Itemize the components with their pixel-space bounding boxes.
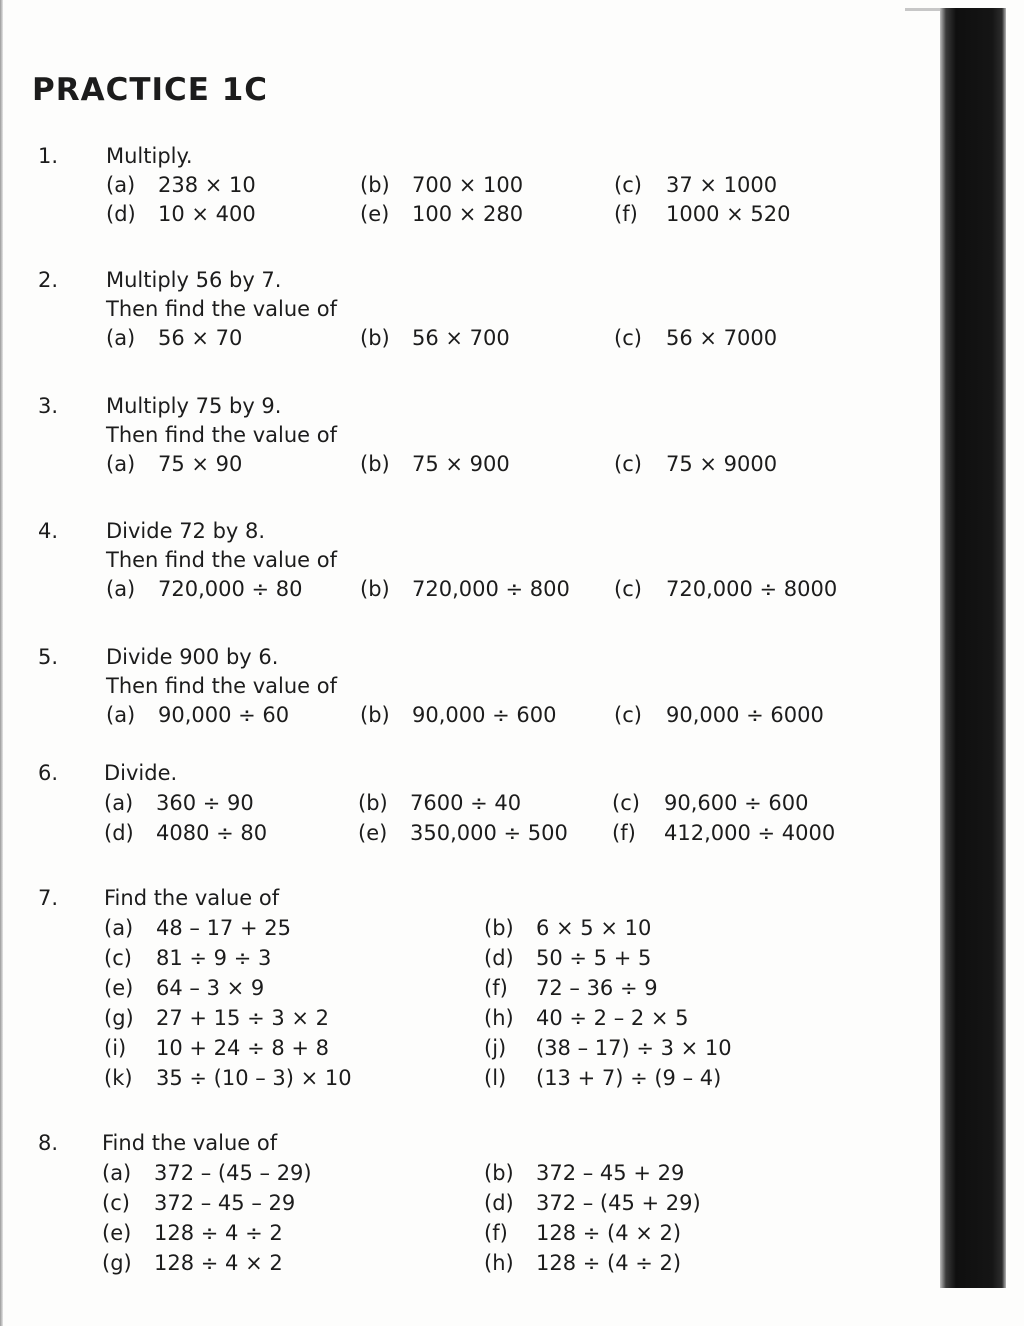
part-expression: (38 – 17) ÷ 3 × 10 xyxy=(536,1036,732,1060)
part-label: (b) xyxy=(360,173,390,197)
part-label: (a) xyxy=(106,703,136,727)
part-expression: 6 × 5 × 10 xyxy=(536,916,652,940)
question-instruction: Then find the value of xyxy=(106,297,337,321)
part-label: (c) xyxy=(614,173,642,197)
part-expression: 90,600 ÷ 600 xyxy=(664,791,809,815)
question-part xyxy=(360,202,523,226)
question-number: 6. xyxy=(38,761,59,785)
part-expression: 350,000 ÷ 500 xyxy=(410,821,568,845)
question-part xyxy=(104,821,267,845)
part-expression: 372 – (45 + 29) xyxy=(536,1191,701,1215)
part-label: (c) xyxy=(102,1191,130,1215)
question-part xyxy=(106,452,242,476)
question-part xyxy=(106,326,242,350)
part-expression: 50 ÷ 5 + 5 xyxy=(536,946,652,970)
question-part xyxy=(104,1036,329,1060)
part-label: (c) xyxy=(612,791,640,815)
part-label: (a) xyxy=(104,791,134,815)
part-label: (d) xyxy=(484,946,514,970)
question-part xyxy=(484,916,651,940)
part-expression: 372 – 45 + 29 xyxy=(536,1161,685,1185)
part-expression: 10 + 24 ÷ 8 + 8 xyxy=(156,1036,330,1060)
part-expression: 90,000 ÷ 60 xyxy=(158,703,290,727)
question-part xyxy=(102,1251,283,1275)
part-label: (a) xyxy=(106,173,136,197)
page-left-edge xyxy=(0,0,3,1326)
part-expression: 128 ÷ 4 × 2 xyxy=(154,1251,283,1275)
question-part xyxy=(360,577,570,601)
question-number: 2. xyxy=(38,268,59,292)
part-label: (h) xyxy=(484,1251,514,1275)
part-label: (c) xyxy=(614,703,642,727)
part-expression: 128 ÷ (4 ÷ 2) xyxy=(536,1251,682,1275)
part-label: (b) xyxy=(360,577,390,601)
part-expression: 372 – (45 – 29) xyxy=(154,1161,312,1185)
part-expression: 372 – 45 – 29 xyxy=(154,1191,296,1215)
part-expression: 75 × 90 xyxy=(158,452,243,476)
part-expression: 7600 ÷ 40 xyxy=(410,791,522,815)
question-part xyxy=(484,1251,681,1275)
part-label: (e) xyxy=(104,976,134,1000)
question-part xyxy=(104,976,264,1000)
question-part xyxy=(484,1006,689,1030)
question-part xyxy=(360,173,523,197)
part-expression: 1000 × 520 xyxy=(666,202,791,226)
part-label: (b) xyxy=(484,1161,514,1185)
question-part xyxy=(484,976,658,1000)
question-part xyxy=(102,1161,312,1185)
part-expression: 75 × 900 xyxy=(412,452,510,476)
part-expression: 37 × 1000 xyxy=(666,173,778,197)
part-expression: 64 – 3 × 9 xyxy=(156,976,265,1000)
question-instruction: Then find the value of xyxy=(106,674,337,698)
question-instruction: Multiply 56 by 7. xyxy=(106,268,282,292)
part-label: (j) xyxy=(484,1036,507,1060)
question-part xyxy=(614,703,824,727)
question-number: 7. xyxy=(38,886,59,910)
part-expression: 720,000 ÷ 8000 xyxy=(666,577,838,601)
question-part xyxy=(360,703,557,727)
part-label: (a) xyxy=(104,916,134,940)
question-part xyxy=(612,791,809,815)
question-instruction: Then find the value of xyxy=(106,423,337,447)
question-part xyxy=(106,703,289,727)
question-part xyxy=(484,946,651,970)
question-number: 1. xyxy=(38,144,59,168)
question-part xyxy=(614,452,777,476)
question-part xyxy=(360,452,510,476)
question-part xyxy=(484,1191,701,1215)
question-part xyxy=(104,1066,352,1090)
part-label: (d) xyxy=(484,1191,514,1215)
question-number: 3. xyxy=(38,394,59,418)
part-label: (l) xyxy=(484,1066,507,1090)
part-expression: (13 + 7) ÷ (9 – 4) xyxy=(536,1066,722,1090)
part-label: (d) xyxy=(104,821,134,845)
part-label: (c) xyxy=(614,326,642,350)
part-label: (c) xyxy=(614,452,642,476)
part-expression: 48 – 17 + 25 xyxy=(156,916,291,940)
question-instruction: Divide. xyxy=(104,761,178,785)
part-label: (a) xyxy=(106,452,136,476)
part-label: (f) xyxy=(614,202,638,226)
part-expression: 238 × 10 xyxy=(158,173,256,197)
part-expression: 10 × 400 xyxy=(158,202,256,226)
part-label: (b) xyxy=(360,703,390,727)
part-label: (b) xyxy=(360,326,390,350)
part-label: (a) xyxy=(106,577,136,601)
part-expression: 27 + 15 ÷ 3 × 2 xyxy=(156,1006,330,1030)
question-part xyxy=(104,1006,329,1030)
part-label: (b) xyxy=(484,916,514,940)
question-part xyxy=(612,821,835,845)
question-part xyxy=(484,1161,684,1185)
part-expression: 56 × 700 xyxy=(412,326,510,350)
part-expression: 100 × 280 xyxy=(412,202,524,226)
question-part xyxy=(104,946,271,970)
question-part xyxy=(358,791,521,815)
question-part xyxy=(106,577,303,601)
part-expression: 720,000 ÷ 80 xyxy=(158,577,303,601)
question-part xyxy=(358,821,568,845)
part-label: (g) xyxy=(102,1251,132,1275)
part-label: (e) xyxy=(360,202,390,226)
question-part xyxy=(360,326,510,350)
part-label: (f) xyxy=(612,821,636,845)
part-expression: 81 ÷ 9 ÷ 3 xyxy=(156,946,272,970)
part-label: (a) xyxy=(102,1161,132,1185)
question-number: 5. xyxy=(38,645,59,669)
question-part xyxy=(104,916,291,940)
question-instruction: Divide 900 by 6. xyxy=(106,645,279,669)
part-label: (c) xyxy=(104,946,132,970)
part-label: (b) xyxy=(360,452,390,476)
question-part xyxy=(102,1191,295,1215)
page-title: PRACTICE 1C xyxy=(32,72,269,108)
question-part xyxy=(484,1036,732,1060)
question-part xyxy=(614,202,790,226)
part-label: (f) xyxy=(484,976,508,1000)
part-expression: 360 ÷ 90 xyxy=(156,791,254,815)
part-expression: 90,000 ÷ 6000 xyxy=(666,703,824,727)
part-expression: 56 × 7000 xyxy=(666,326,778,350)
part-label: (a) xyxy=(106,326,136,350)
question-part xyxy=(102,1221,283,1245)
question-number: 8. xyxy=(38,1131,59,1155)
question-instruction: Find the value of xyxy=(102,1131,278,1155)
question-number: 4. xyxy=(38,519,59,543)
question-instruction: Divide 72 by 8. xyxy=(106,519,266,543)
part-expression: 35 ÷ (10 – 3) × 10 xyxy=(156,1066,352,1090)
part-label: (h) xyxy=(484,1006,514,1030)
question-instruction: Multiply 75 by 9. xyxy=(106,394,282,418)
question-part xyxy=(104,791,254,815)
part-label: (g) xyxy=(104,1006,134,1030)
part-expression: 72 – 36 ÷ 9 xyxy=(536,976,658,1000)
book-binding-strip xyxy=(940,8,1006,1288)
question-instruction: Find the value of xyxy=(104,886,280,910)
part-expression: 700 × 100 xyxy=(412,173,524,197)
part-expression: 75 × 9000 xyxy=(666,452,778,476)
part-label: (e) xyxy=(102,1221,132,1245)
part-expression: 128 ÷ (4 × 2) xyxy=(536,1221,682,1245)
question-instruction: Multiply. xyxy=(106,144,193,168)
question-part xyxy=(484,1066,721,1090)
part-label: (b) xyxy=(358,791,388,815)
question-part xyxy=(484,1221,681,1245)
part-expression: 128 ÷ 4 ÷ 2 xyxy=(154,1221,283,1245)
part-expression: 4080 ÷ 80 xyxy=(156,821,268,845)
question-part xyxy=(614,577,837,601)
part-expression: 412,000 ÷ 4000 xyxy=(664,821,836,845)
part-expression: 720,000 ÷ 800 xyxy=(412,577,570,601)
part-label: (c) xyxy=(614,577,642,601)
part-expression: 56 × 70 xyxy=(158,326,243,350)
part-label: (e) xyxy=(358,821,388,845)
part-expression: 90,000 ÷ 600 xyxy=(412,703,557,727)
part-label: (d) xyxy=(106,202,136,226)
question-instruction: Then find the value of xyxy=(106,548,337,572)
question-part xyxy=(106,202,256,226)
part-label: (f) xyxy=(484,1221,508,1245)
question-part xyxy=(106,173,256,197)
question-part xyxy=(614,173,777,197)
part-label: (i) xyxy=(104,1036,127,1060)
part-expression: 40 ÷ 2 – 2 × 5 xyxy=(536,1006,689,1030)
question-part xyxy=(614,326,777,350)
part-label: (k) xyxy=(104,1066,133,1090)
